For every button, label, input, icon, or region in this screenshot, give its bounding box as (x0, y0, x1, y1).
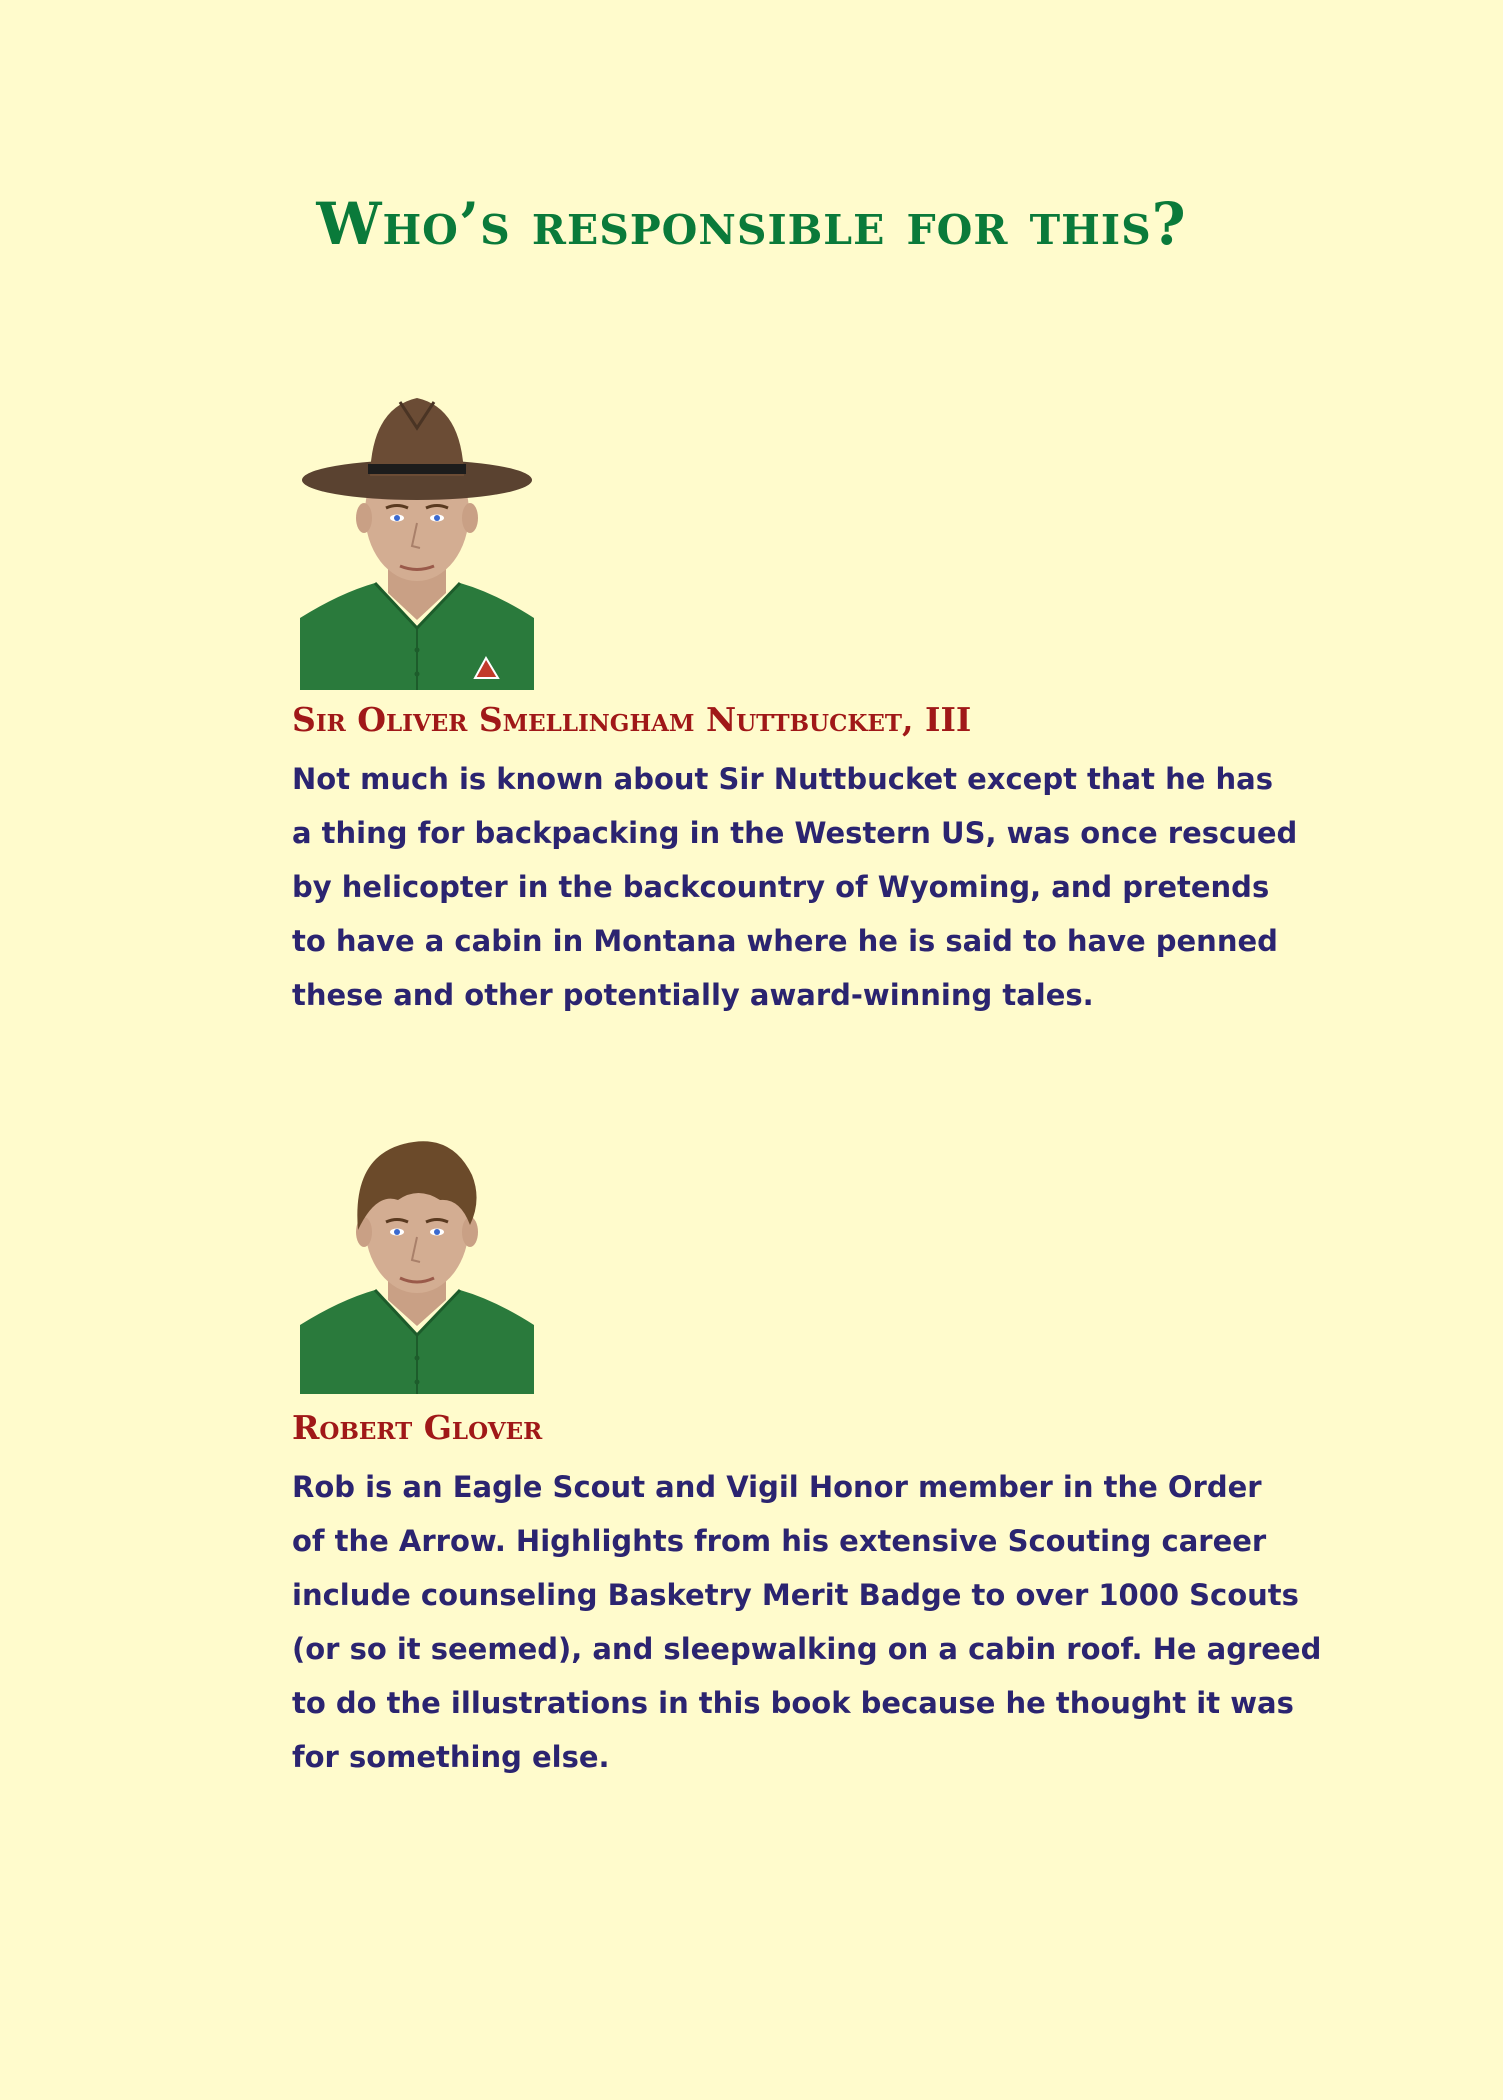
bio-line: for something else. (292, 1740, 610, 1774)
bio-line: by helicopter in the backcountry of Wyoming, and pretends (292, 870, 1270, 904)
bio-line: (or so it seemed), and sleepwalking on a cabin roof. He agreed (292, 1632, 1322, 1666)
bio-line: Rob is an Eagle Scout and Vigil Honor member in the Order (292, 1470, 1262, 1504)
bio-line: of the Arrow. Highlights from his extensive Scouting career (292, 1524, 1267, 1558)
page-title: Who’s responsible for this? (316, 190, 1187, 258)
bio-line: Not much is known about Sir Nuttbucket except that he has (292, 762, 1273, 796)
scout-with-hat-portrait (300, 388, 534, 690)
author-bio (292, 752, 1298, 1022)
scout-portrait (300, 1120, 534, 1394)
author-name: Robert Glover (292, 1408, 543, 1447)
bio-line: include counseling Basketry Merit Badge to over 1000 Scouts (292, 1578, 1299, 1612)
bio-line: to have a cabin in Montana where he is said to have penned (292, 924, 1278, 958)
bio-line: to do the illustrations in this book because he thought it was (292, 1686, 1294, 1720)
author-bio (292, 1460, 1322, 1784)
author-name: Sir Oliver Smellingham Nuttbucket, III (292, 700, 972, 739)
bio-line: these and other potentially award-winning tales. (292, 978, 1094, 1012)
bio-line: a thing for backpacking in the Western US, was once rescued (292, 816, 1298, 850)
